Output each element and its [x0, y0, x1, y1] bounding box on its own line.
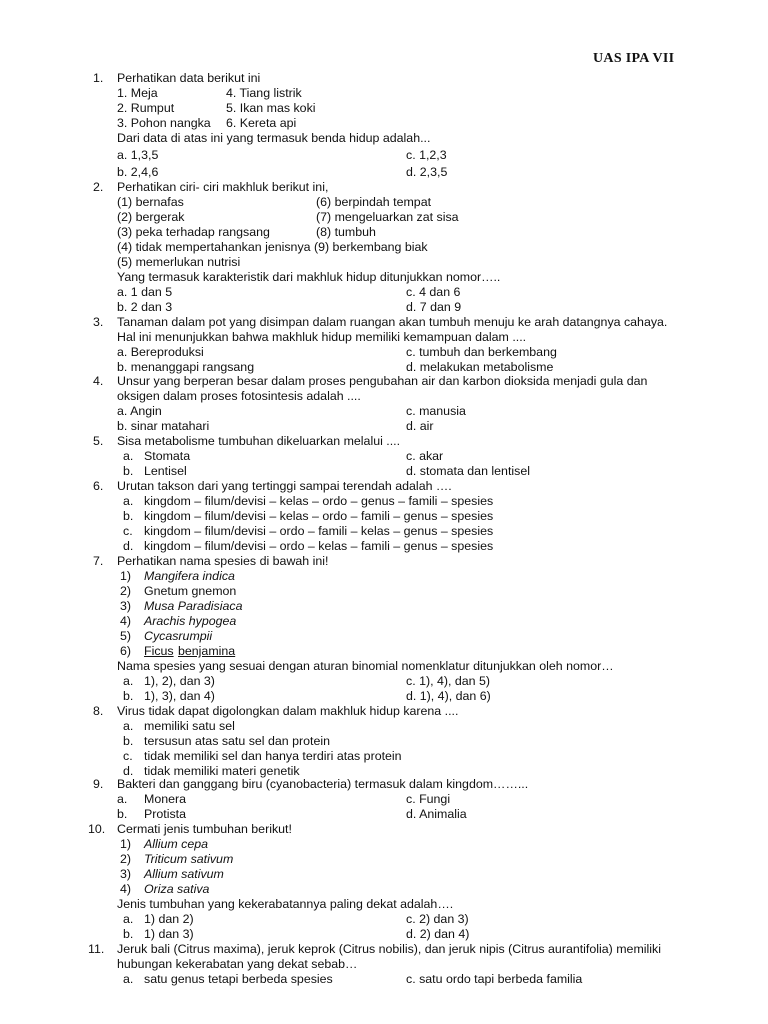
text-segment: b. sinar matahari: [117, 419, 210, 433]
text-segment: Oriza sativa: [144, 882, 210, 896]
text-segment: 4. Tiang listrik: [226, 86, 302, 100]
text-segment: 1), 2), dan 3): [144, 674, 215, 688]
text-segment: a.: [123, 449, 134, 463]
text-segment: c. 2) dan 3): [406, 912, 469, 926]
text-segment: Sisa metabolisme tumbuhan dikeluarkan melalui ....: [117, 434, 401, 448]
text-segment: c. manusia: [406, 404, 466, 418]
text-segment: c.: [123, 749, 133, 763]
text-segment: Ficus: [144, 644, 174, 658]
text-segment: (5) memerlukan nutrisi: [117, 255, 241, 269]
text-segment: Tanaman dalam pot yang disimpan dalam ruangan akan tumbuh menuju ke arah datangnya cahaya.: [117, 315, 668, 329]
text-segment: (1) bernafas: [117, 195, 184, 209]
text-segment: 1. Meja: [117, 86, 158, 100]
text-segment: tidak memiliki sel dan hanya terdiri atas protein: [144, 749, 402, 763]
text-segment: memiliki satu sel: [144, 719, 235, 733]
text-segment: a. 1 dan 5: [117, 285, 173, 299]
text-segment: Triticum sativum: [144, 852, 234, 866]
text-segment: (6) berpindah tempat: [316, 195, 432, 209]
text-segment: Cermati jenis tumbuhan berikut!: [117, 822, 292, 836]
text-segment: 1) dan 2): [144, 912, 194, 926]
text-segment: kingdom – filum/devisi – kelas – ordo – famili – genus – spesies: [144, 509, 494, 523]
text-segment: 4.: [93, 374, 104, 388]
text-segment: 5): [120, 629, 132, 643]
text-segment: 2): [120, 852, 132, 866]
text-segment: 5.: [93, 434, 104, 448]
text-segment: Jenis tumbuhan yang kekerabatannya paling dekat adalah….: [117, 897, 454, 911]
text-segment: Perhatikan data berikut ini: [117, 71, 261, 85]
text-segment: Unsur yang berperan besar dalam proses pengubahan air dan karbon dioksida menjadi gula dan: [117, 374, 648, 388]
text-segment: 11.: [88, 942, 105, 956]
text-segment: b. 2,4,6: [117, 165, 159, 179]
text-segment: 2): [120, 584, 132, 598]
text-segment: Cycasrumpii: [144, 629, 213, 643]
text-segment: d. stomata dan lentisel: [406, 464, 530, 478]
text-segment: satu genus tetapi berbeda spesies: [144, 972, 333, 986]
text-segment: 1): [120, 837, 132, 851]
text-segment: (2) bergerak: [117, 210, 185, 224]
text-segment: 1) dan 3): [144, 927, 194, 941]
text-segment: 1): [120, 569, 132, 583]
text-segment: b.: [117, 807, 128, 821]
text-segment: Perhatikan ciri- ciri makhluk berikut ini,: [117, 180, 329, 194]
text-segment: c. Fungi: [406, 792, 451, 806]
text-segment: b. menanggapi rangsang: [117, 360, 255, 374]
text-segment: tersusun atas satu sel dan protein: [144, 734, 330, 748]
text-segment: Urutan takson dari yang tertinggi sampai terendah adalah ….: [117, 479, 452, 493]
text-segment: kingdom – filum/devisi – ordo – kelas – famili – genus – spesies: [144, 539, 494, 553]
text-segment: c. 4 dan 6: [406, 285, 461, 299]
text-segment: a.: [123, 972, 134, 986]
text-segment: (8) tumbuh: [316, 225, 376, 239]
text-segment: d.: [123, 764, 134, 778]
text-segment: Bakteri dan ganggang biru (cyanobacteria) termasuk dalam kingdom……...: [117, 777, 529, 791]
text-segment: a.: [117, 792, 128, 806]
text-segment: 1), 3), dan 4): [144, 689, 215, 703]
text-segment: c. tumbuh dan berkembang: [406, 345, 557, 359]
text-segment: Dari data di atas ini yang termasuk benda hidup adalah...: [117, 131, 431, 145]
page-title: UAS IPA VII: [593, 51, 675, 66]
text-segment: (4) tidak mempertahankan jenisnya (9) berkembang biak: [117, 240, 428, 254]
text-segment: d. melakukan metabolisme: [406, 360, 554, 374]
text-segment: a.: [123, 719, 134, 733]
text-segment: a. Angin: [117, 404, 162, 418]
text-segment: 4): [120, 882, 132, 896]
text-segment: 3.: [93, 315, 104, 329]
text-segment: oksigen dalam proses fotosintesis adalah ....: [117, 389, 361, 403]
text-segment: benjamina: [178, 644, 236, 658]
text-segment: 6): [120, 644, 132, 658]
text-segment: a. Bereproduksi: [117, 345, 204, 359]
text-segment: d. 1), 4), dan 6): [406, 689, 491, 703]
text-segment: Mangifera indica: [144, 569, 235, 583]
text-segment: d. 2) dan 4): [406, 927, 470, 941]
text-segment: Allium cepa: [144, 837, 209, 851]
text-segment: 6. Kereta api: [226, 116, 297, 130]
text-segment: a.: [123, 674, 134, 688]
text-segment: 8.: [93, 704, 104, 718]
text-segment: a. 1,3,5: [117, 148, 159, 162]
text-segment: (3) peka terhadap rangsang: [117, 225, 270, 239]
text-segment: Arachis hypogea: [144, 614, 237, 628]
text-segment: Yang termasuk karakteristik dari makhluk hidup ditunjukkan nomor…..: [117, 270, 501, 284]
text-segment: 6.: [93, 479, 104, 493]
text-segment: 4): [120, 614, 132, 628]
text-segment: Perhatikan nama spesies di bawah ini!: [117, 554, 329, 568]
text-segment: c. 1), 4), dan 5): [406, 674, 491, 688]
text-segment: b.: [123, 689, 134, 703]
text-segment: Hal ini menunjukkan bahwa makhluk hidup memiliki kemampuan dalam ....: [117, 330, 527, 344]
text-segment: b.: [123, 464, 134, 478]
text-segment: Monera: [144, 792, 187, 806]
text-segment: 9.: [93, 777, 104, 791]
text-segment: b.: [123, 927, 134, 941]
text-segment: 2.: [93, 180, 104, 194]
text-segment: Stomata: [144, 449, 191, 463]
text-segment: 3): [120, 599, 132, 613]
text-segment: 10.: [88, 822, 106, 836]
text-segment: d. Animalia: [406, 807, 467, 821]
text-segment: 1.: [93, 71, 104, 85]
text-segment: Gnetum gnemon: [144, 584, 237, 598]
text-segment: hubungan kekerabatan yang dekat sebab…: [117, 957, 358, 971]
text-segment: Virus tidak dapat digolongkan dalam makhluk hidup karena ....: [117, 704, 459, 718]
text-segment: c. satu ordo tapi berbeda familia: [406, 972, 583, 986]
text-segment: a.: [123, 912, 134, 926]
text-segment: Jeruk bali (Citrus maxima), jeruk keprok (Citrus nobilis), dan jeruk nipis (Citrus aurantifolia) memiliki: [117, 942, 661, 956]
text-segment: 5. Ikan mas koki: [226, 101, 316, 115]
text-segment: 7.: [93, 554, 104, 568]
text-segment: d.: [123, 539, 134, 553]
text-segment: Musa Paradisiaca: [144, 599, 243, 613]
text-segment: d. 7 dan 9: [406, 300, 462, 314]
text-segment: b. 2 dan 3: [117, 300, 173, 314]
text-segment: b.: [123, 734, 134, 748]
text-segment: (7) mengeluarkan zat sisa: [316, 210, 459, 224]
text-segment: b.: [123, 509, 134, 523]
text-segment: kingdom – filum/devisi – ordo – famili – kelas – genus – spesies: [144, 524, 494, 538]
text-segment: c. akar: [406, 449, 444, 463]
text-segment: 3. Pohon nangka: [117, 116, 211, 130]
text-segment: d. air: [406, 419, 434, 433]
text-segment: tidak memiliki materi genetik: [144, 764, 300, 778]
text-segment: Allium sativum: [144, 867, 224, 881]
text-segment: Nama spesies yang sesuai dengan aturan binomial nomenklatur ditunjukkan oleh nomor…: [117, 659, 614, 673]
text-segment: a.: [123, 494, 134, 508]
text-segment: 2. Rumput: [117, 101, 175, 115]
text-segment: Lentisel: [144, 464, 187, 478]
text-segment: c.: [123, 524, 133, 538]
text-segment: Protista: [144, 807, 187, 821]
text-segment: 3): [120, 867, 132, 881]
text-segment: c. 1,2,3: [406, 148, 447, 162]
text-segment: d. 2,3,5: [406, 165, 448, 179]
text-segment: kingdom – filum/devisi – kelas – ordo – genus – famili – spesies: [144, 494, 494, 508]
